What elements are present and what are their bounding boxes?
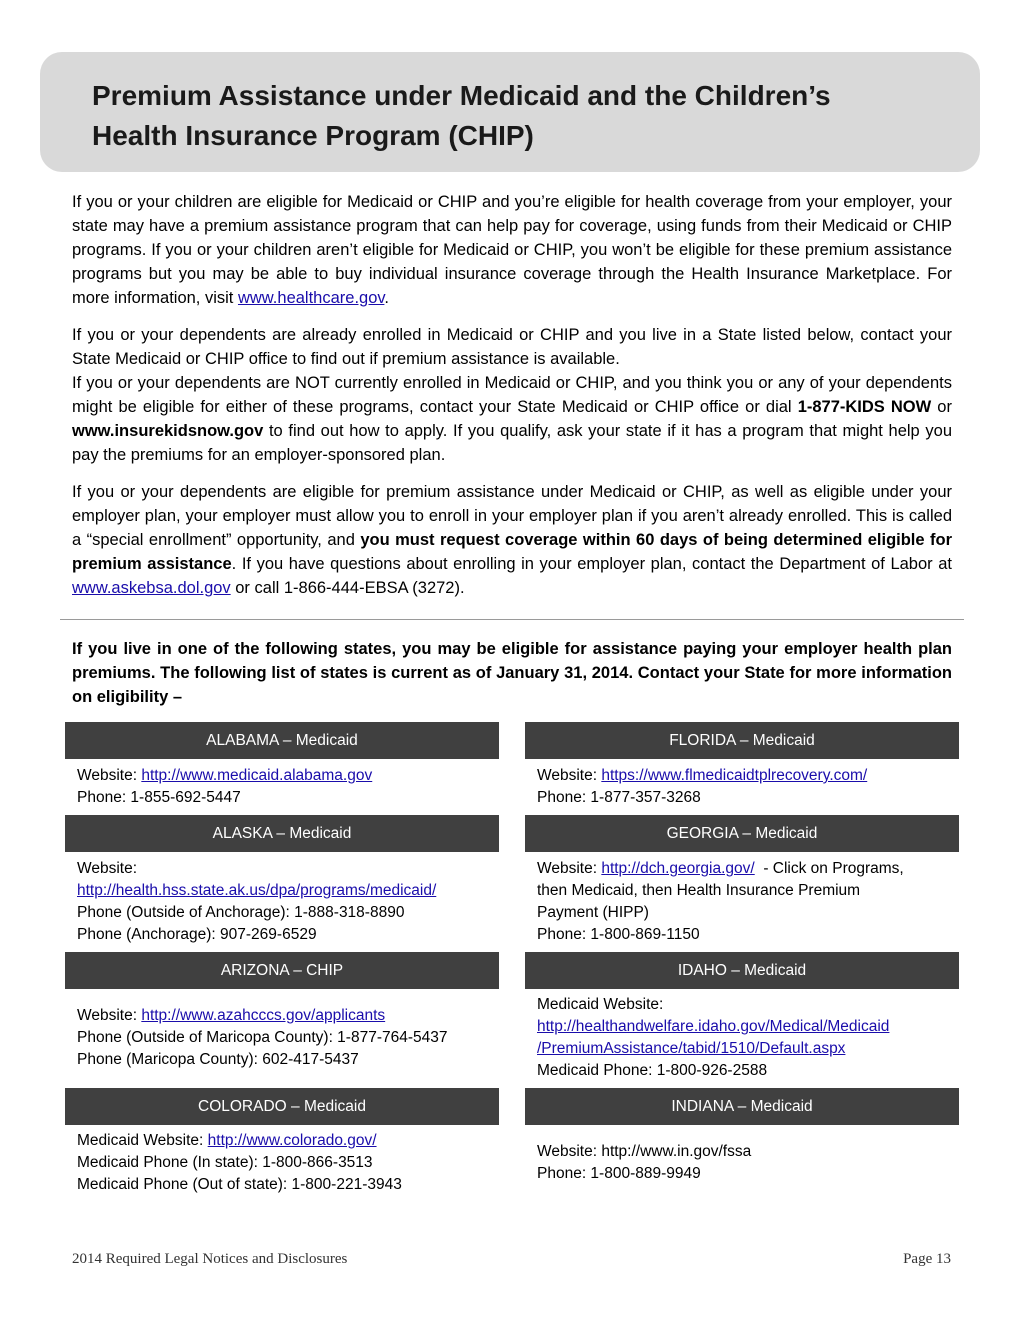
intro-text: If you or your children are eligible for Medicaid or CHIP and you’re eligible for health coverage from your employer, your state may have a premium assistance program that can help pay for coverage, using funds from their Medicaid or CHIP programs. If you or your children aren’t eligible for Medicaid or CHIP, you won’t be eligible for these premium assistance programs but you may be able to buy individual insurance coverage through the Health Insurance Marketplace. For more information, visit bbox=[72, 193, 952, 307]
arizona-phone-maricopa: Phone (Maricopa County): 602-417-5437 bbox=[77, 1051, 359, 1068]
special-enrollment-text-b: . If you have questions about enrolling in your employer plan, contact the Department of Labor at bbox=[231, 555, 952, 573]
colorado-website-link[interactable]: http://www.colorado.gov/ bbox=[207, 1132, 377, 1149]
colorado-website-label: Medicaid Website: bbox=[77, 1132, 208, 1149]
georgia-info bbox=[525, 858, 959, 946]
alaska-info bbox=[65, 858, 499, 946]
georgia-phone: Phone: 1-800-869-1150 bbox=[537, 926, 700, 943]
intro-paragraph bbox=[72, 190, 952, 310]
florida-website-label: Website: bbox=[537, 767, 602, 784]
colorado-header: COLORADO – Medicaid bbox=[65, 1088, 499, 1125]
idaho-header: IDAHO – Medicaid bbox=[525, 952, 959, 989]
arizona-header: ARIZONA – CHIP bbox=[65, 952, 499, 989]
insurekidsnow-site: www.insurekidsnow.gov bbox=[72, 422, 264, 440]
footer-document-title: 2014 Required Legal Notices and Disclosures bbox=[72, 1251, 348, 1267]
alabama-header: ALABAMA – Medicaid bbox=[65, 722, 499, 759]
colorado-info bbox=[65, 1130, 499, 1196]
enrolled-paragraph: If you or your dependents are already enrolled in Medicaid or CHIP and you live in a State listed below, contact your State Medicaid or CHIP office to find out if premium assistance is available. bbox=[72, 326, 952, 368]
florida-website-link[interactable]: https://www.flmedicaidtplrecovery.com/ bbox=[601, 767, 868, 784]
askebsa-link[interactable]: www.askebsa.dol.gov bbox=[72, 579, 231, 597]
idaho-website-link-part1[interactable]: http://healthandwelfare.idaho.gov/Medical/Medicaid bbox=[537, 1018, 890, 1035]
georgia-website-line bbox=[537, 858, 959, 880]
idaho-phone: Medicaid Phone: 1-800-926-2588 bbox=[537, 1062, 768, 1079]
colorado-phone-out-of-state: Medicaid Phone (Out of state): 1-800-221-3943 bbox=[77, 1176, 402, 1193]
indiana-website: Website: http://www.in.gov/fssa bbox=[537, 1143, 752, 1160]
alabama-info bbox=[65, 765, 499, 809]
colorado-phone-in-state: Medicaid Phone (In state): 1-800-866-3513 bbox=[77, 1154, 373, 1171]
idaho-website-label: Medicaid Website: bbox=[537, 996, 664, 1013]
not-enrolled-or: or bbox=[931, 398, 952, 416]
colorado-website-line bbox=[77, 1130, 499, 1152]
indiana-header: INDIANA – Medicaid bbox=[525, 1088, 959, 1125]
florida-header: FLORIDA – Medicaid bbox=[525, 722, 959, 759]
states-intro-paragraph: If you live in one of the following states, you may be eligible for assistance paying your employer health plan premiums. The following list of states is current as of January 31, 2014. Contact your State for more information on eligibility – bbox=[72, 640, 952, 706]
footer-page-number: Page 13 bbox=[903, 1251, 951, 1267]
page-title bbox=[92, 76, 932, 156]
section-divider bbox=[60, 619, 964, 620]
not-enrolled-text-b: to find out how to apply. If you qualify, ask your state if it has a program that might help you pay the premiums for an employer-sponsored plan. bbox=[72, 422, 952, 464]
alabama-website-link[interactable]: http://www.medicaid.alabama.gov bbox=[141, 767, 373, 784]
alabama-phone: Phone: 1-855-692-5447 bbox=[77, 789, 241, 806]
alabama-website-label: Website: bbox=[77, 767, 142, 784]
arizona-website-link[interactable]: http://www.azahcccs.gov/applicants bbox=[141, 1007, 386, 1024]
idaho-website-link-part2[interactable]: /PremiumAssistance/tabid/1510/Default.aspx bbox=[537, 1040, 846, 1057]
alaska-header: ALASKA – Medicaid bbox=[65, 815, 499, 852]
florida-phone: Phone: 1-877-357-3268 bbox=[537, 789, 701, 806]
georgia-note-b: then Medicaid, then Health Insurance Premium bbox=[537, 882, 861, 899]
indiana-phone: Phone: 1-800-889-9949 bbox=[537, 1165, 701, 1182]
intro-end: . bbox=[384, 289, 389, 307]
georgia-note-a: - Click on Programs, bbox=[754, 860, 904, 877]
alaska-website-label: Website: bbox=[77, 860, 138, 877]
arizona-phone-outside: Phone (Outside of Maricopa County): 1-877-764-5437 bbox=[77, 1029, 448, 1046]
not-enrolled-text-a: If you or your dependents are NOT currently enrolled in Medicaid or CHIP, and you think you or any of your dependents might be eligible for either of these programs, contact your State Medicaid or CHIP office or dial bbox=[72, 374, 952, 416]
arizona-info bbox=[65, 1005, 499, 1071]
request-coverage-notice: you must request coverage within 60 days of being determined eligible for premium assistance bbox=[72, 531, 953, 573]
georgia-website-label: Website: bbox=[537, 860, 602, 877]
page-title-line-1: Premium Assistance under Medicaid and the Children’s bbox=[92, 80, 831, 111]
indiana-info bbox=[525, 1141, 959, 1185]
not-enrolled-paragraph bbox=[72, 371, 952, 467]
florida-info bbox=[525, 765, 959, 809]
page-title-line-2: Health Insurance Program (CHIP) bbox=[92, 120, 534, 151]
kids-now-phone: 1-877-KIDS NOW bbox=[797, 398, 932, 416]
idaho-info bbox=[525, 994, 959, 1082]
special-enrollment-paragraph bbox=[72, 480, 952, 600]
florida-website-line bbox=[537, 765, 959, 787]
alaska-phone-outside: Phone (Outside of Anchorage): 1-888-318-8890 bbox=[77, 904, 405, 921]
arizona-website-line bbox=[77, 1005, 499, 1027]
special-enrollment-text-a: If you or your dependents are eligible for premium assistance under Medicaid or CHIP, as well as eligible under your employer plan, your employer must allow you to enroll in your employer plan if you aren’t already enrolled. This is called a “special enrollment” opportunity, and bbox=[72, 483, 952, 549]
georgia-header: GEORGIA – Medicaid bbox=[525, 815, 959, 852]
alaska-website-link[interactable]: http://health.hss.state.ak.us/dpa/programs/medicaid/ bbox=[77, 882, 437, 899]
healthcare-gov-link[interactable]: www.healthcare.gov bbox=[237, 289, 385, 307]
alaska-phone-anchorage: Phone (Anchorage): 907-269-6529 bbox=[77, 926, 317, 943]
georgia-website-link[interactable]: http://dch.georgia.gov/ bbox=[601, 860, 755, 877]
georgia-note-c: Payment (HIPP) bbox=[537, 904, 649, 921]
special-enrollment-text-c: or call 1-866-444-EBSA (3272). bbox=[230, 579, 465, 597]
title-banner bbox=[40, 52, 980, 172]
arizona-website-label: Website: bbox=[77, 1007, 142, 1024]
alabama-website-line bbox=[77, 765, 499, 787]
